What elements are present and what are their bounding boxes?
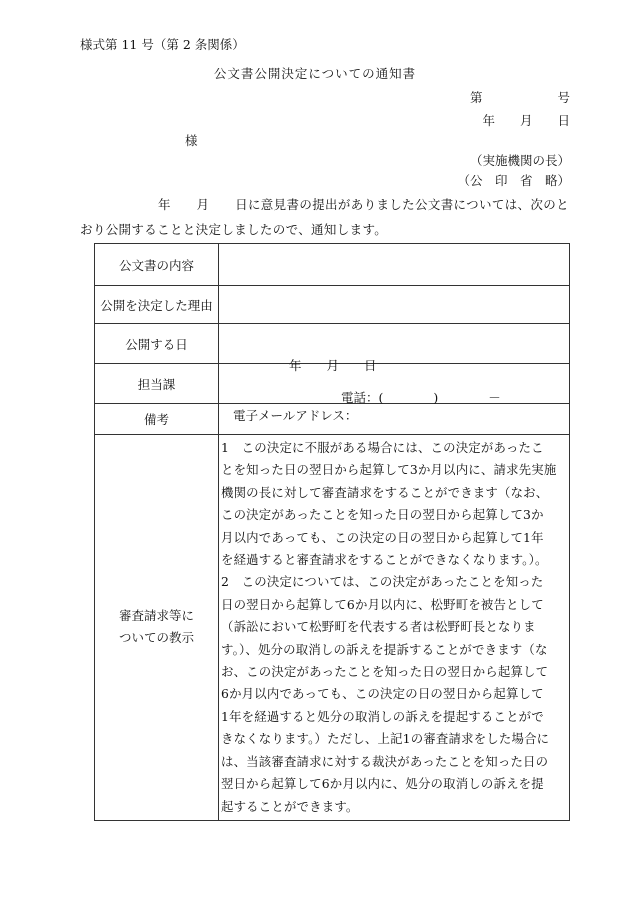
disclosure-date-label: 公開する日 [95, 324, 219, 364]
disclosure-info-table [94, 243, 570, 821]
document-title: 公文書公開決定についての通知書 [213, 66, 417, 81]
seal-omitted-note: （公 印 省 略） [457, 173, 570, 188]
email-field: 電子メールアドレス： [233, 407, 358, 423]
notice-line: お、この決定があったことを知った日の翌日から起算して [221, 664, 549, 680]
addressee: 様 [185, 133, 198, 148]
notice-line: 1年を経過すると処分の取消しの訴えを提起することがで [221, 708, 544, 724]
disclosure-date-cell [219, 324, 570, 373]
appeal-notice-label-line: ついての教示 [118, 630, 194, 646]
notice-line: 起することができます。 [221, 798, 359, 814]
appeal-notice-label [95, 435, 219, 821]
reason-value [219, 286, 570, 324]
form-number: 様式第 11 号（第 2 条関係） [80, 37, 245, 52]
notification-body: 年 月 日に意見書の提出がありました公文書については、次のとおり公開することと決定しましたので、通知します。 [80, 197, 569, 237]
notice-line: 日の翌日から起算して6か月以内に、松野町を被告として [221, 596, 544, 612]
notice-line: 月以内であっても、この決定の日の翌日から起算して1年 [221, 529, 544, 545]
notice-line: （訴訟において松野町を代表する者は松野町長となりま [221, 619, 536, 635]
content-label: 公文書の内容 [95, 244, 219, 286]
notice-line: 機関の長に対して審査請求をすることができます（なお、 [221, 484, 549, 500]
notice-line: 6か月以内であっても、この決定の日の翌日から起算して [221, 686, 544, 702]
table-row [95, 324, 570, 364]
remarks-label: 備考 [95, 404, 219, 435]
reason-label: 公開を決定した理由 [95, 286, 219, 324]
notice-line: は、当該審査請求に対する裁決があったことを知った日の [221, 753, 549, 769]
issuer: （実施機関の長） [469, 153, 570, 168]
notice-line: この決定があったことを知った日の翌日から起算して3か [221, 507, 544, 523]
notice-line: 1 この決定に不服がある場合には、この決定があったこ [221, 440, 544, 455]
document-date: 年 月 日 [482, 113, 570, 128]
notice-line: 2 この決定については、この決定があったことを知った [221, 574, 544, 590]
notice-line: 翌日から起算して6か月以内に、処分の取消しの訴えを提 [221, 776, 544, 792]
notice-line: きなくなります。）ただし、上記1の審査請求をした場合に [221, 731, 550, 747]
content-value [219, 244, 570, 286]
appeal-notice-text [219, 435, 570, 821]
table-row [95, 286, 570, 324]
table-row [95, 435, 570, 821]
appeal-notice-label-line: 審査請求等に [118, 608, 194, 624]
department-label: 担当課 [95, 364, 219, 404]
disclosure-date-value: 年 月 日 [289, 357, 377, 373]
document-number: 第 号 [469, 90, 570, 105]
notice-line: を経過すると審査請求をすることができなくなります。）。 [221, 552, 548, 568]
phone-field: 電話：( ) － [341, 389, 501, 405]
department-cell [219, 364, 570, 423]
table-row [95, 244, 570, 286]
notice-line: す。）、処分の取消しの訴えを提訴することができます（な [221, 641, 548, 657]
notice-line: とを知った日の翌日から起算して3か月以内に、請求先実施 [221, 462, 557, 478]
